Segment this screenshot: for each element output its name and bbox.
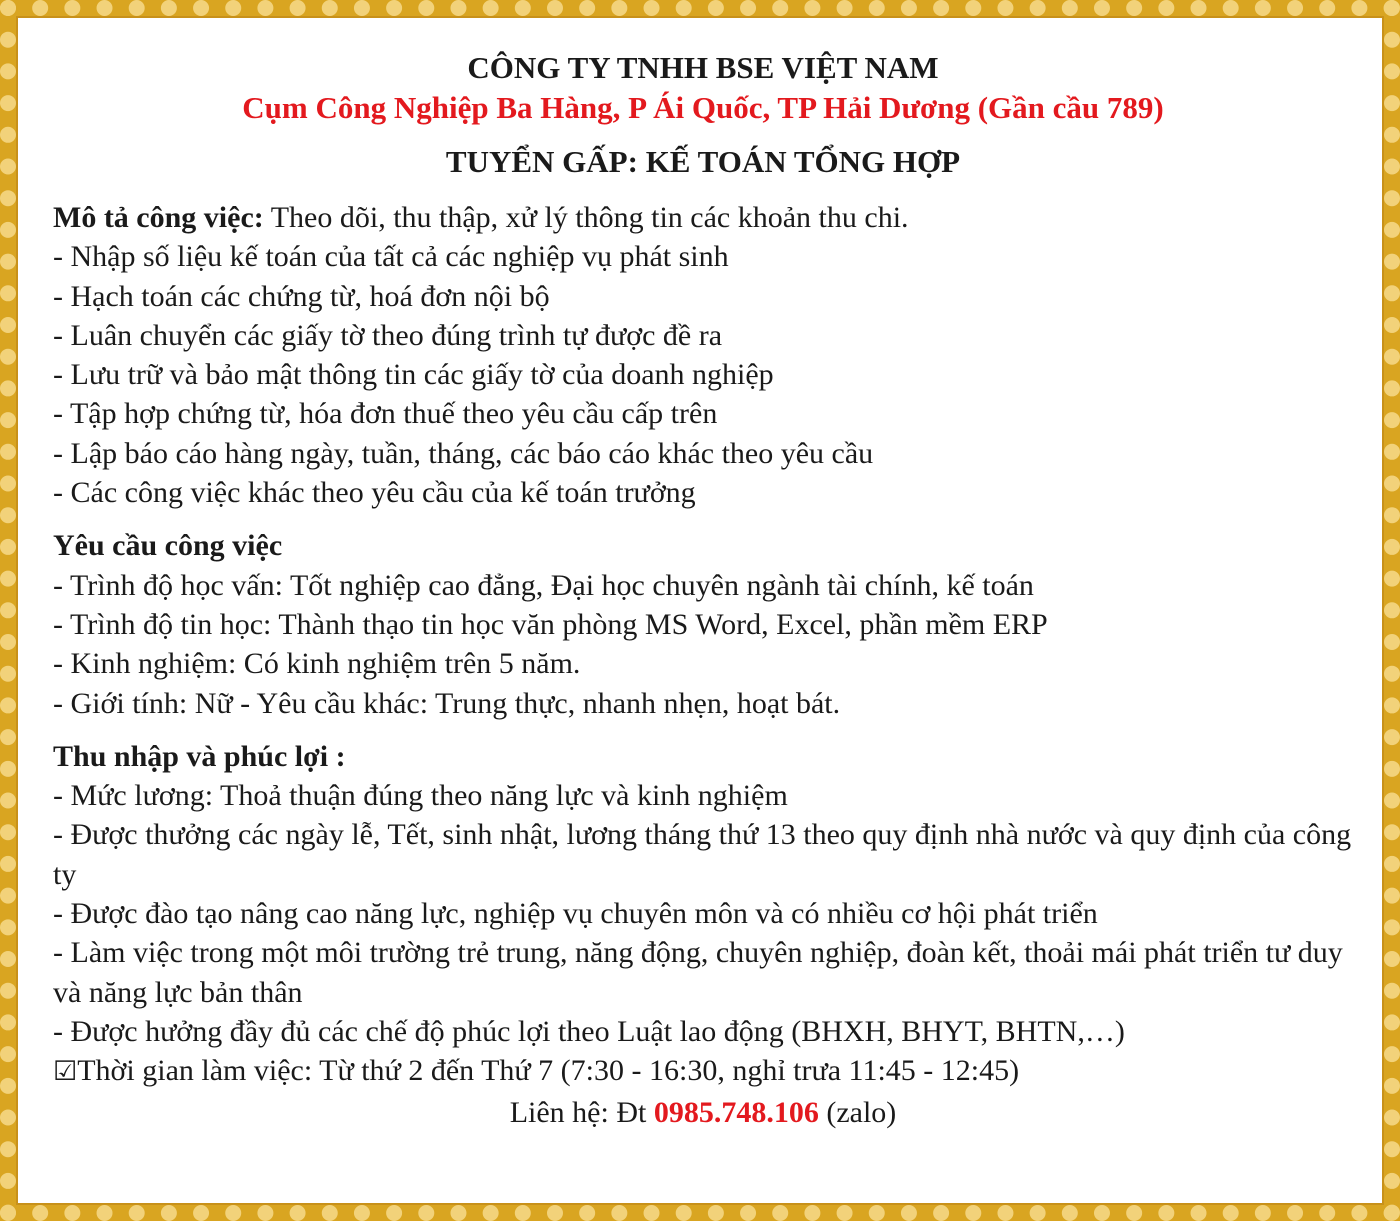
description-item: - Luân chuyển các giấy tờ theo đúng trình tự được đề ra — [53, 318, 723, 352]
benefit-item: - Được thưởng các ngày lễ, Tết, sinh nhật, lương tháng thứ 13 theo quy định nhà nước và quy định của công ty — [53, 818, 1352, 891]
contact-phone: 0985.748.106 — [653, 1095, 819, 1129]
working-time-text: Thời gian làm việc: Từ thứ 2 đến Thứ 7 (7:30 - 16:30, nghỉ trưa 11:45 - 12:45) — [77, 1054, 1020, 1088]
requirement-item: - Trình độ học vấn: Tốt nghiệp cao đẳng, Đại học chuyên ngành tài chính, kế toán — [53, 568, 1034, 602]
description-intro-text: Theo dõi, thu thập, xử lý thông tin các khoản thu chi. — [263, 201, 909, 234]
checkbox-checked-icon: ☑ — [53, 1056, 78, 1088]
contact-line — [53, 1092, 1353, 1134]
requirements-section — [53, 526, 1353, 722]
working-time — [53, 1051, 1353, 1091]
requirement-item: - Giới tính: Nữ - Yêu cầu khác: Trung thực, nhanh nhẹn, hoạt bát. — [53, 686, 841, 720]
description-item: - Lưu trữ và bảo mật thông tin các giấy tờ của doanh nghiệp — [53, 358, 774, 392]
job-title: TUYỂN GẤP: KẾ TOÁN TỔNG HỢP — [445, 144, 961, 179]
description-intro — [53, 198, 1353, 237]
description-item: - Nhập số liệu kế toán của tất cả các nghiệp vụ phát sinh — [53, 240, 729, 274]
company-name: CÔNG TY TNHH BSE VIỆT NAM — [467, 50, 939, 85]
benefit-item: - Mức lương: Thoả thuận đúng theo năng lực và kinh nghiệm — [53, 779, 788, 813]
requirements-heading: Yêu cầu công việc — [53, 529, 283, 563]
description-heading: Mô tả công việc: — [53, 201, 264, 234]
benefits-section — [53, 737, 1353, 1092]
description-item: - Tập hợp chứng từ, hóa đơn thuế theo yêu cầu cấp trên — [53, 397, 718, 431]
description-item: - Lập báo cáo hàng ngày, tuần, tháng, các báo cáo khác theo yêu cầu — [53, 436, 874, 470]
job-posting — [53, 48, 1353, 1134]
contact-label: Liên hệ: Đt — [509, 1095, 654, 1129]
description-section — [53, 198, 1353, 512]
description-item: - Hạch toán các chứng từ, hoá đơn nội bộ — [53, 279, 550, 313]
benefit-item: - Được đào tạo nâng cao năng lực, nghiệp vụ chuyên môn và có nhiều cơ hội phát triển — [53, 897, 1098, 931]
requirement-item: - Kinh nghiệm: Có kinh nghiệm trên 5 năm. — [53, 647, 581, 681]
company-address: Cụm Công Nghiệp Ba Hàng, P Ái Quốc, TP Hải Dương (Gần cầu 789) — [242, 90, 1164, 125]
requirement-item: - Trình độ tin học: Thành thạo tin học văn phòng MS Word, Excel, phần mềm ERP — [53, 607, 1048, 641]
description-item: - Các công việc khác theo yêu cầu của kế toán trưởng — [53, 476, 696, 510]
benefits-heading: Thu nhập và phúc lợi : — [53, 739, 346, 773]
benefit-item: - Được hưởng đầy đủ các chế độ phúc lợi theo Luật lao động (BHXH, BHYT, BHTN,…) — [53, 1014, 1125, 1048]
contact-suffix: (zalo) — [818, 1095, 897, 1129]
benefit-item: - Làm việc trong một môi trường trẻ trung, năng động, chuyên nghiệp, đoàn kết, thoải mái phát triển tư duy và năng lực bản thân — [53, 936, 1343, 1009]
